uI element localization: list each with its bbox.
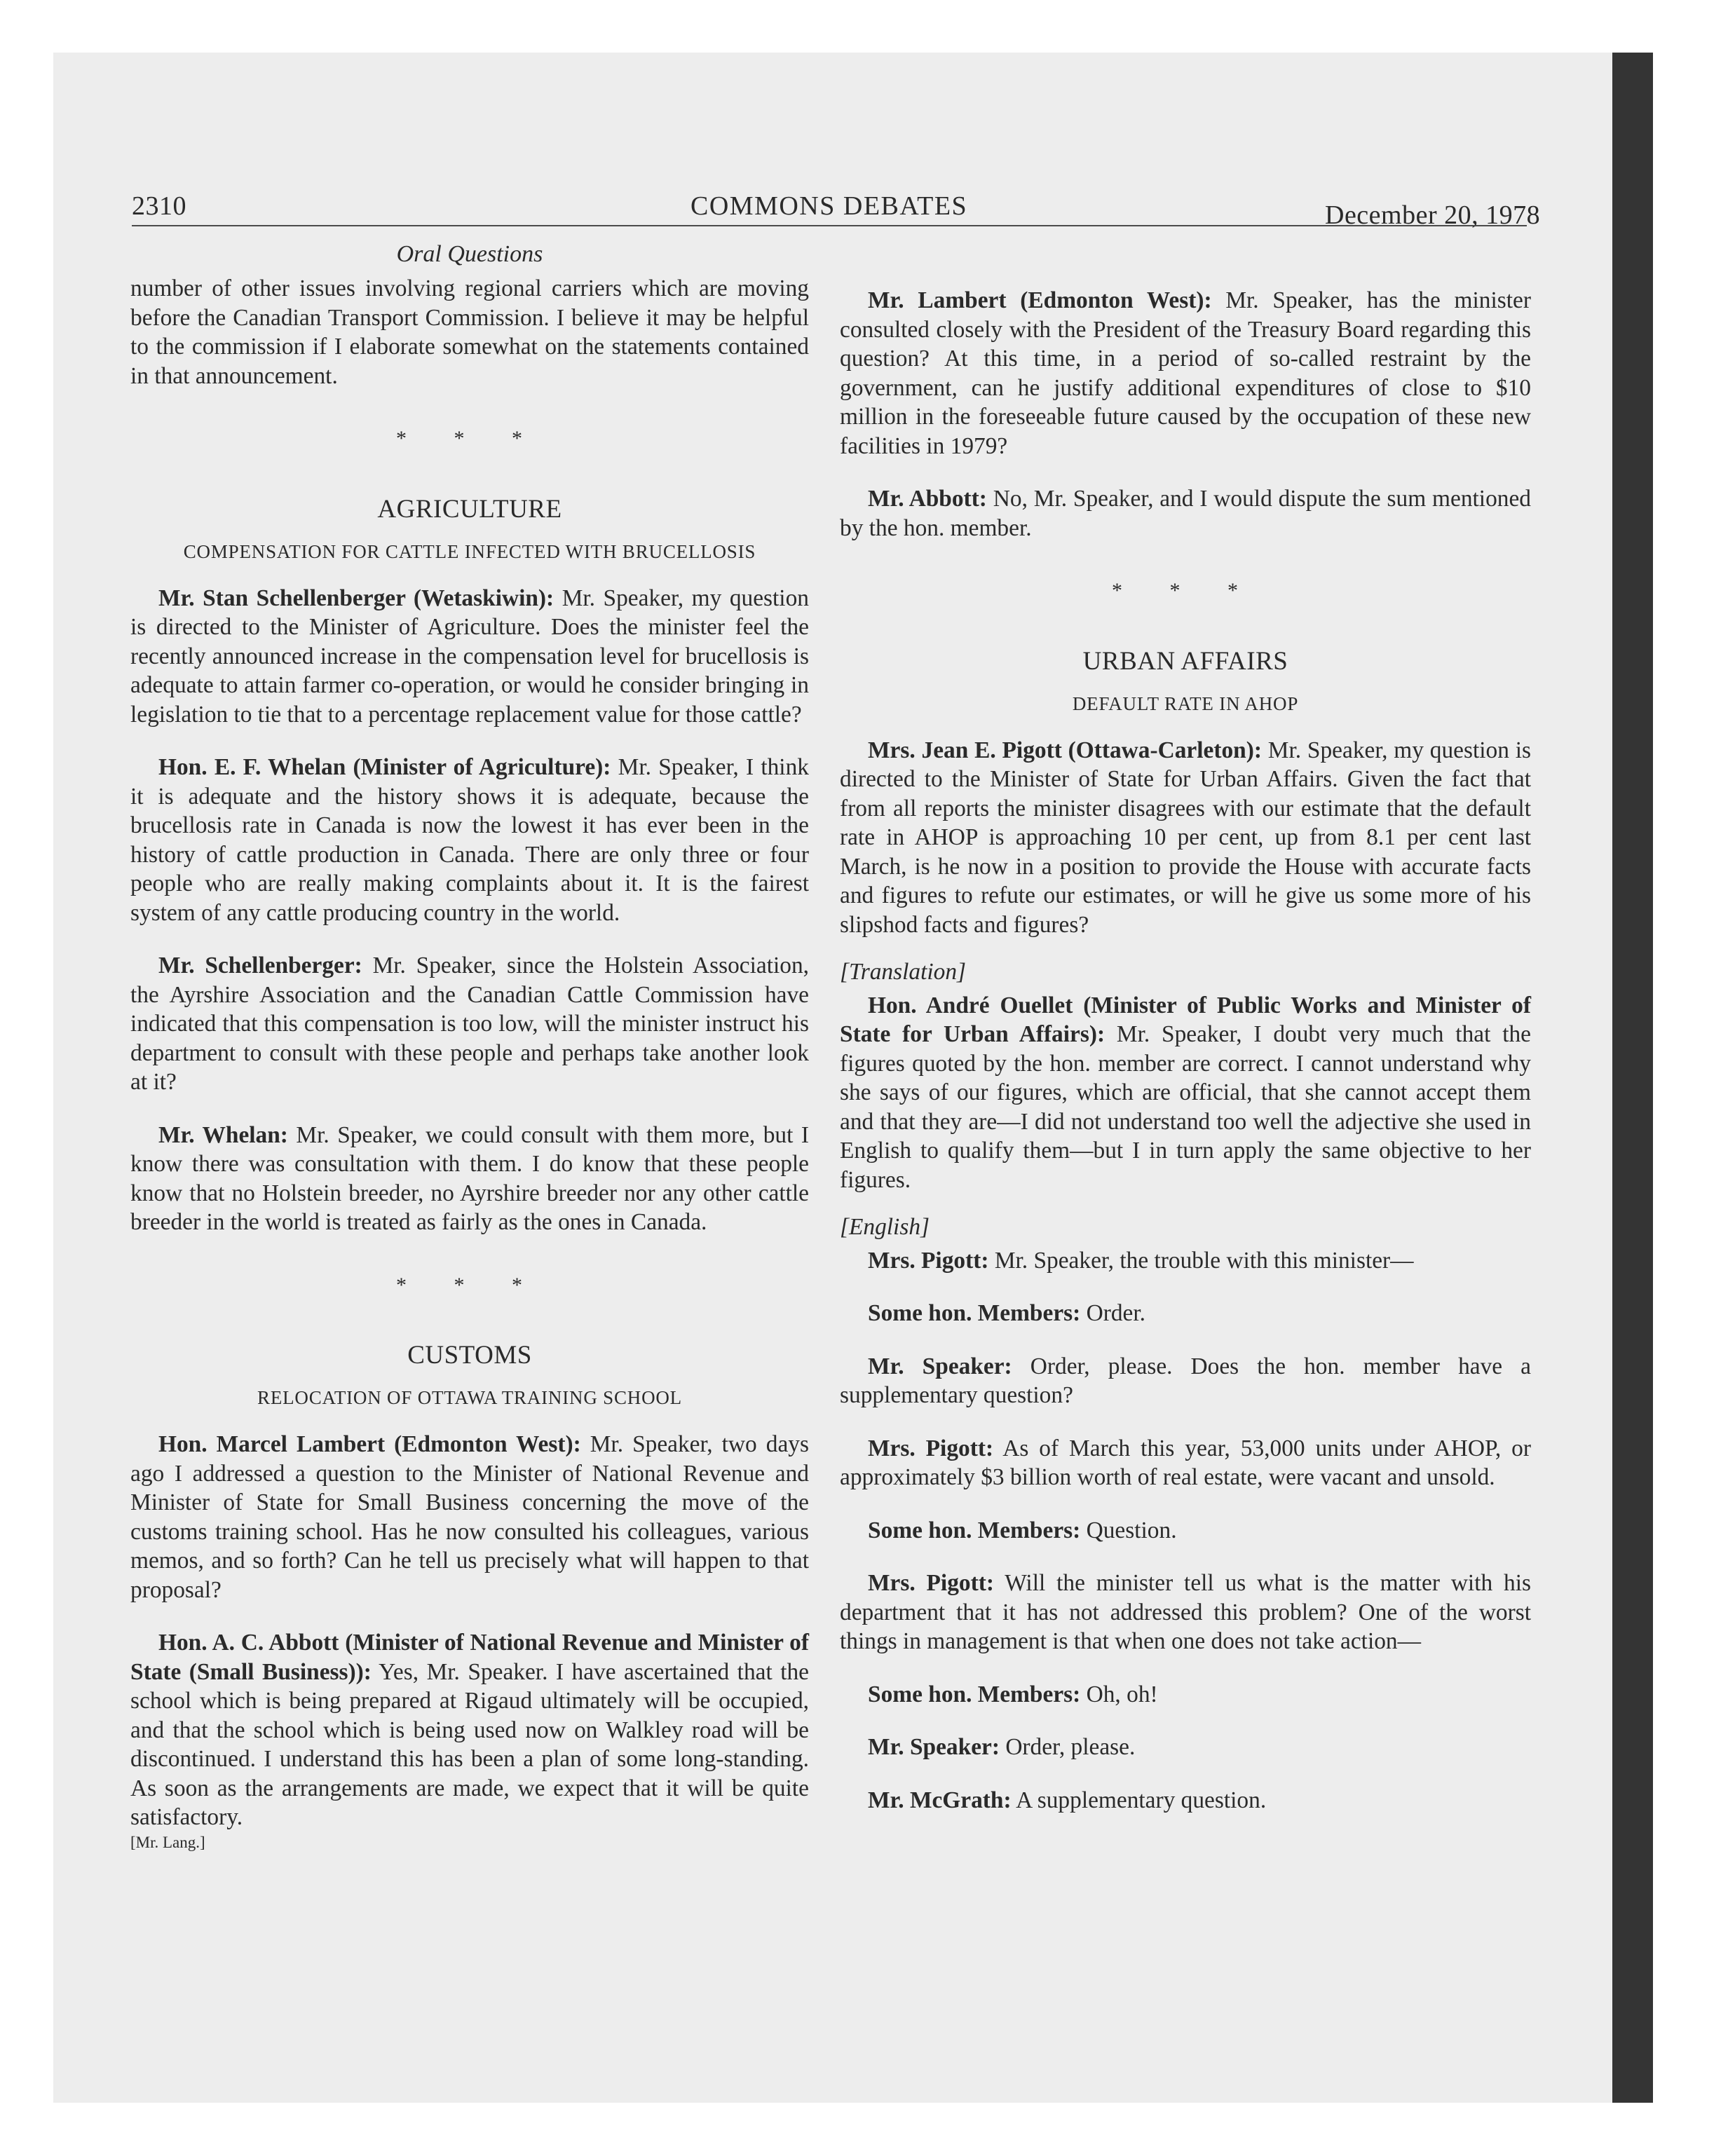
speaker-name: Hon. E. F. Whelan (Minister of Agriculture): (158, 754, 611, 780)
speaker-name: Mr. McGrath: (868, 1787, 1012, 1813)
speech-paragraph (840, 991, 1531, 1195)
speech-text: A supplementary question. (1016, 1787, 1267, 1813)
page-number: 2310 (132, 191, 186, 221)
section-subtitle: COMPENSATION FOR CATTLE INFECTED WITH BRUCELLOSIS (183, 540, 756, 562)
speech-text: No, Mr. Speaker, and I would dispute the sum mentioned by the hon. member. (840, 486, 1531, 541)
speech-paragraph (130, 1121, 809, 1237)
speech-paragraph (840, 1569, 1531, 1656)
speech-paragraph (840, 1434, 1531, 1492)
speech-paragraph (130, 1628, 809, 1832)
speech-text: Order. (1086, 1300, 1145, 1326)
speech-paragraph (840, 736, 1531, 940)
speaker-name: Some hon. Members: (868, 1517, 1081, 1543)
speech-paragraph (130, 584, 809, 730)
paragraph (130, 274, 809, 390)
speech-text: Order, please. (1005, 1734, 1136, 1760)
speaker-name: Mr. Speaker: (868, 1353, 1012, 1379)
speech-text: As of March this year, 53,000 units under AHOP, or approximately $3 billion worth of real estate, were vacant and unsold. (840, 1435, 1531, 1490)
speaker-name: Hon. Marcel Lambert (Edmonton West): (158, 1431, 581, 1457)
speech-text: Mr. Speaker, the trouble with this minister— (994, 1247, 1414, 1274)
speech-paragraph (840, 484, 1531, 543)
speech-paragraph (840, 1733, 1531, 1762)
right-column (840, 286, 1531, 1815)
section-subtitle: RELOCATION OF OTTAWA TRAINING SCHOOL (257, 1387, 682, 1408)
speaker-name: Mr. Stan Schellenberger (Wetaskiwin): (158, 585, 554, 611)
speaker-name: Some hon. Members: (868, 1300, 1081, 1326)
section-separator: * * * (396, 427, 543, 450)
speech-text: Mr. Speaker, my question is directed to the Minister of Agriculture. Does the minister feel the recently announced increase in the compensation level for brucellosis is adequate to attain farmer co-operation, or would he consider bringing in legislation to tie that to a percentage replacement value for those cattle? (130, 585, 809, 728)
section-separator: * * * (1112, 579, 1259, 602)
left-column (130, 240, 809, 1853)
speaker-name: Hon. A. C. Abbott (Minister of National Revenue and Minister of State (Small Business)): (130, 1630, 809, 1685)
paragraph-text: number of other issues involving regional carriers which are moving before the Canadian Transport Commission. I believe it may be helpful to the commission if I elaborate somewhat on the statements contained in that announcement. (130, 275, 809, 389)
header-date: December 20, 1978 (1325, 200, 1541, 230)
speaker-name: Hon. André Ouellet (Minister of Public Works and Minister of State for Urban Affairs): (840, 992, 1531, 1047)
speech-paragraph (840, 1299, 1531, 1328)
header-rule (132, 225, 1527, 226)
language-marker: [Translation] (840, 959, 967, 985)
speech-paragraph (840, 1680, 1531, 1710)
speech-paragraph (840, 1246, 1531, 1276)
section-title: URBAN AFFAIRS (1082, 646, 1288, 676)
speech-text: Will the minister tell us what is the matter with his department that it has not addressed this problem? One of the worst things in management is that when one does not take action— (840, 1570, 1532, 1654)
speech-text: Mr. Speaker, since the Holstein Association, the Ayrshire Association and the Canadian Cattle Commission have indicated that this compensation is too low, will the minister instruct his department to consult with these people and perhaps take another look at it? (130, 953, 809, 1095)
speech-text: Mr. Speaker, I doubt very much that the figures quoted by the hon. member are correct. I cannot understand why she says of our figures, which are official, that she cannot accept them and that they are—I did not understand too well the adjective she used in English to qualify them—but I in turn apply the same objective to her figures. (840, 1021, 1531, 1193)
running-subhead: Oral Questions (396, 241, 543, 267)
language-marker: [English] (840, 1214, 930, 1240)
speaker-name: Mrs. Jean E. Pigott (Ottawa-Carleton): (868, 737, 1262, 763)
speech-text: Order, please. Does the hon. member have a supplementary question? (840, 1353, 1531, 1408)
section-subtitle: DEFAULT RATE IN AHOP (1072, 692, 1299, 714)
speech-paragraph (130, 1430, 809, 1604)
speech-text: Yes, Mr. Speaker. I have ascertained that the school which is being prepared at Rigaud ultimately will be occupied, and that the school which is being used now on Walkley road will be discontinued. I understand this has been a plan of some long-standing. As soon as the arrangements are made, we expect that it will be quite satisfactory. (130, 1658, 810, 1830)
speech-paragraph (840, 1786, 1531, 1815)
speech-text: Mr. Speaker, has the minister consulted closely with the President of the Treasury Board regarding this question? At this time, in a period of so-called restraint by the government, can he justify additional expenditures of close to $10 million in the foreseeable future caused by the occupation of these new facilities in 1979? (840, 287, 1531, 459)
speech-text: Mr. Speaker, my question is directed to the Minister of State for Urban Affairs. Given the fact that from all reports the minister disagrees with our estimate that the default rate in AHOP is approaching 10 per cent, up from 8.1 per cent last March, is he now in a position to provide the House with accurate facts and figures to refute our estimates, or will he give us some more of his slipshod facts and figures? (840, 737, 1531, 938)
speaker-name: Some hon. Members: (868, 1681, 1081, 1707)
speaker-name: Mrs. Pigott: (868, 1570, 994, 1596)
speaker-name: Mrs. Pigott: (868, 1247, 989, 1274)
speech-paragraph (840, 1516, 1531, 1546)
speech-text: Mr. Speaker, two days ago I addressed a question to the Minister of National Revenue and Minister of State for Small Business concerning the move of the customs training school. Has he now consulted his colleagues, various memos, and so forth? Can he tell us precisely what will happen to that proposal? (130, 1431, 809, 1603)
running-head: COMMONS DEBATES (690, 191, 968, 221)
speaker-name: Mr. Whelan: (158, 1121, 288, 1148)
speaker-name: Mr. Schellenberger: (158, 953, 362, 978)
book-spine-shadow (1612, 53, 1653, 2103)
section-separator: * * * (396, 1273, 543, 1297)
speaker-name: Mr. Abbott: (868, 486, 987, 512)
footnote: [Mr. Lang.] (130, 1833, 205, 1851)
speech-paragraph (130, 951, 809, 1097)
speaker-name: Mr. Lambert (Edmonton West): (868, 287, 1212, 313)
speech-text: Oh, oh! (1086, 1681, 1158, 1707)
speech-paragraph (840, 286, 1531, 460)
speech-text: Mr. Speaker, I think it is adequate and the history shows it is adequate, because the brucellosis rate in Canada is now the lowest it has ever been in the history of cattle production in Canada. There are only three or four people who are really making complaints about it. It is the fairest system of any cattle producing country in the world. (130, 754, 809, 926)
speech-paragraph (130, 753, 809, 927)
speech-text: Question. (1086, 1517, 1177, 1543)
speech-paragraph (840, 1352, 1531, 1410)
section-title: AGRICULTURE (377, 494, 562, 524)
section-title: CUSTOMS (407, 1341, 532, 1370)
speaker-name: Mrs. Pigott: (868, 1435, 994, 1461)
speaker-name: Mr. Speaker: (868, 1734, 1000, 1760)
speech-text: Mr. Speaker, we could consult with them more, but I know there was consultation with them. I do know that these people know that no Holstein breeder, no Ayrshire breeder nor any other cattle breeder in the world is treated as fairly as the ones in Canada. (130, 1121, 809, 1235)
